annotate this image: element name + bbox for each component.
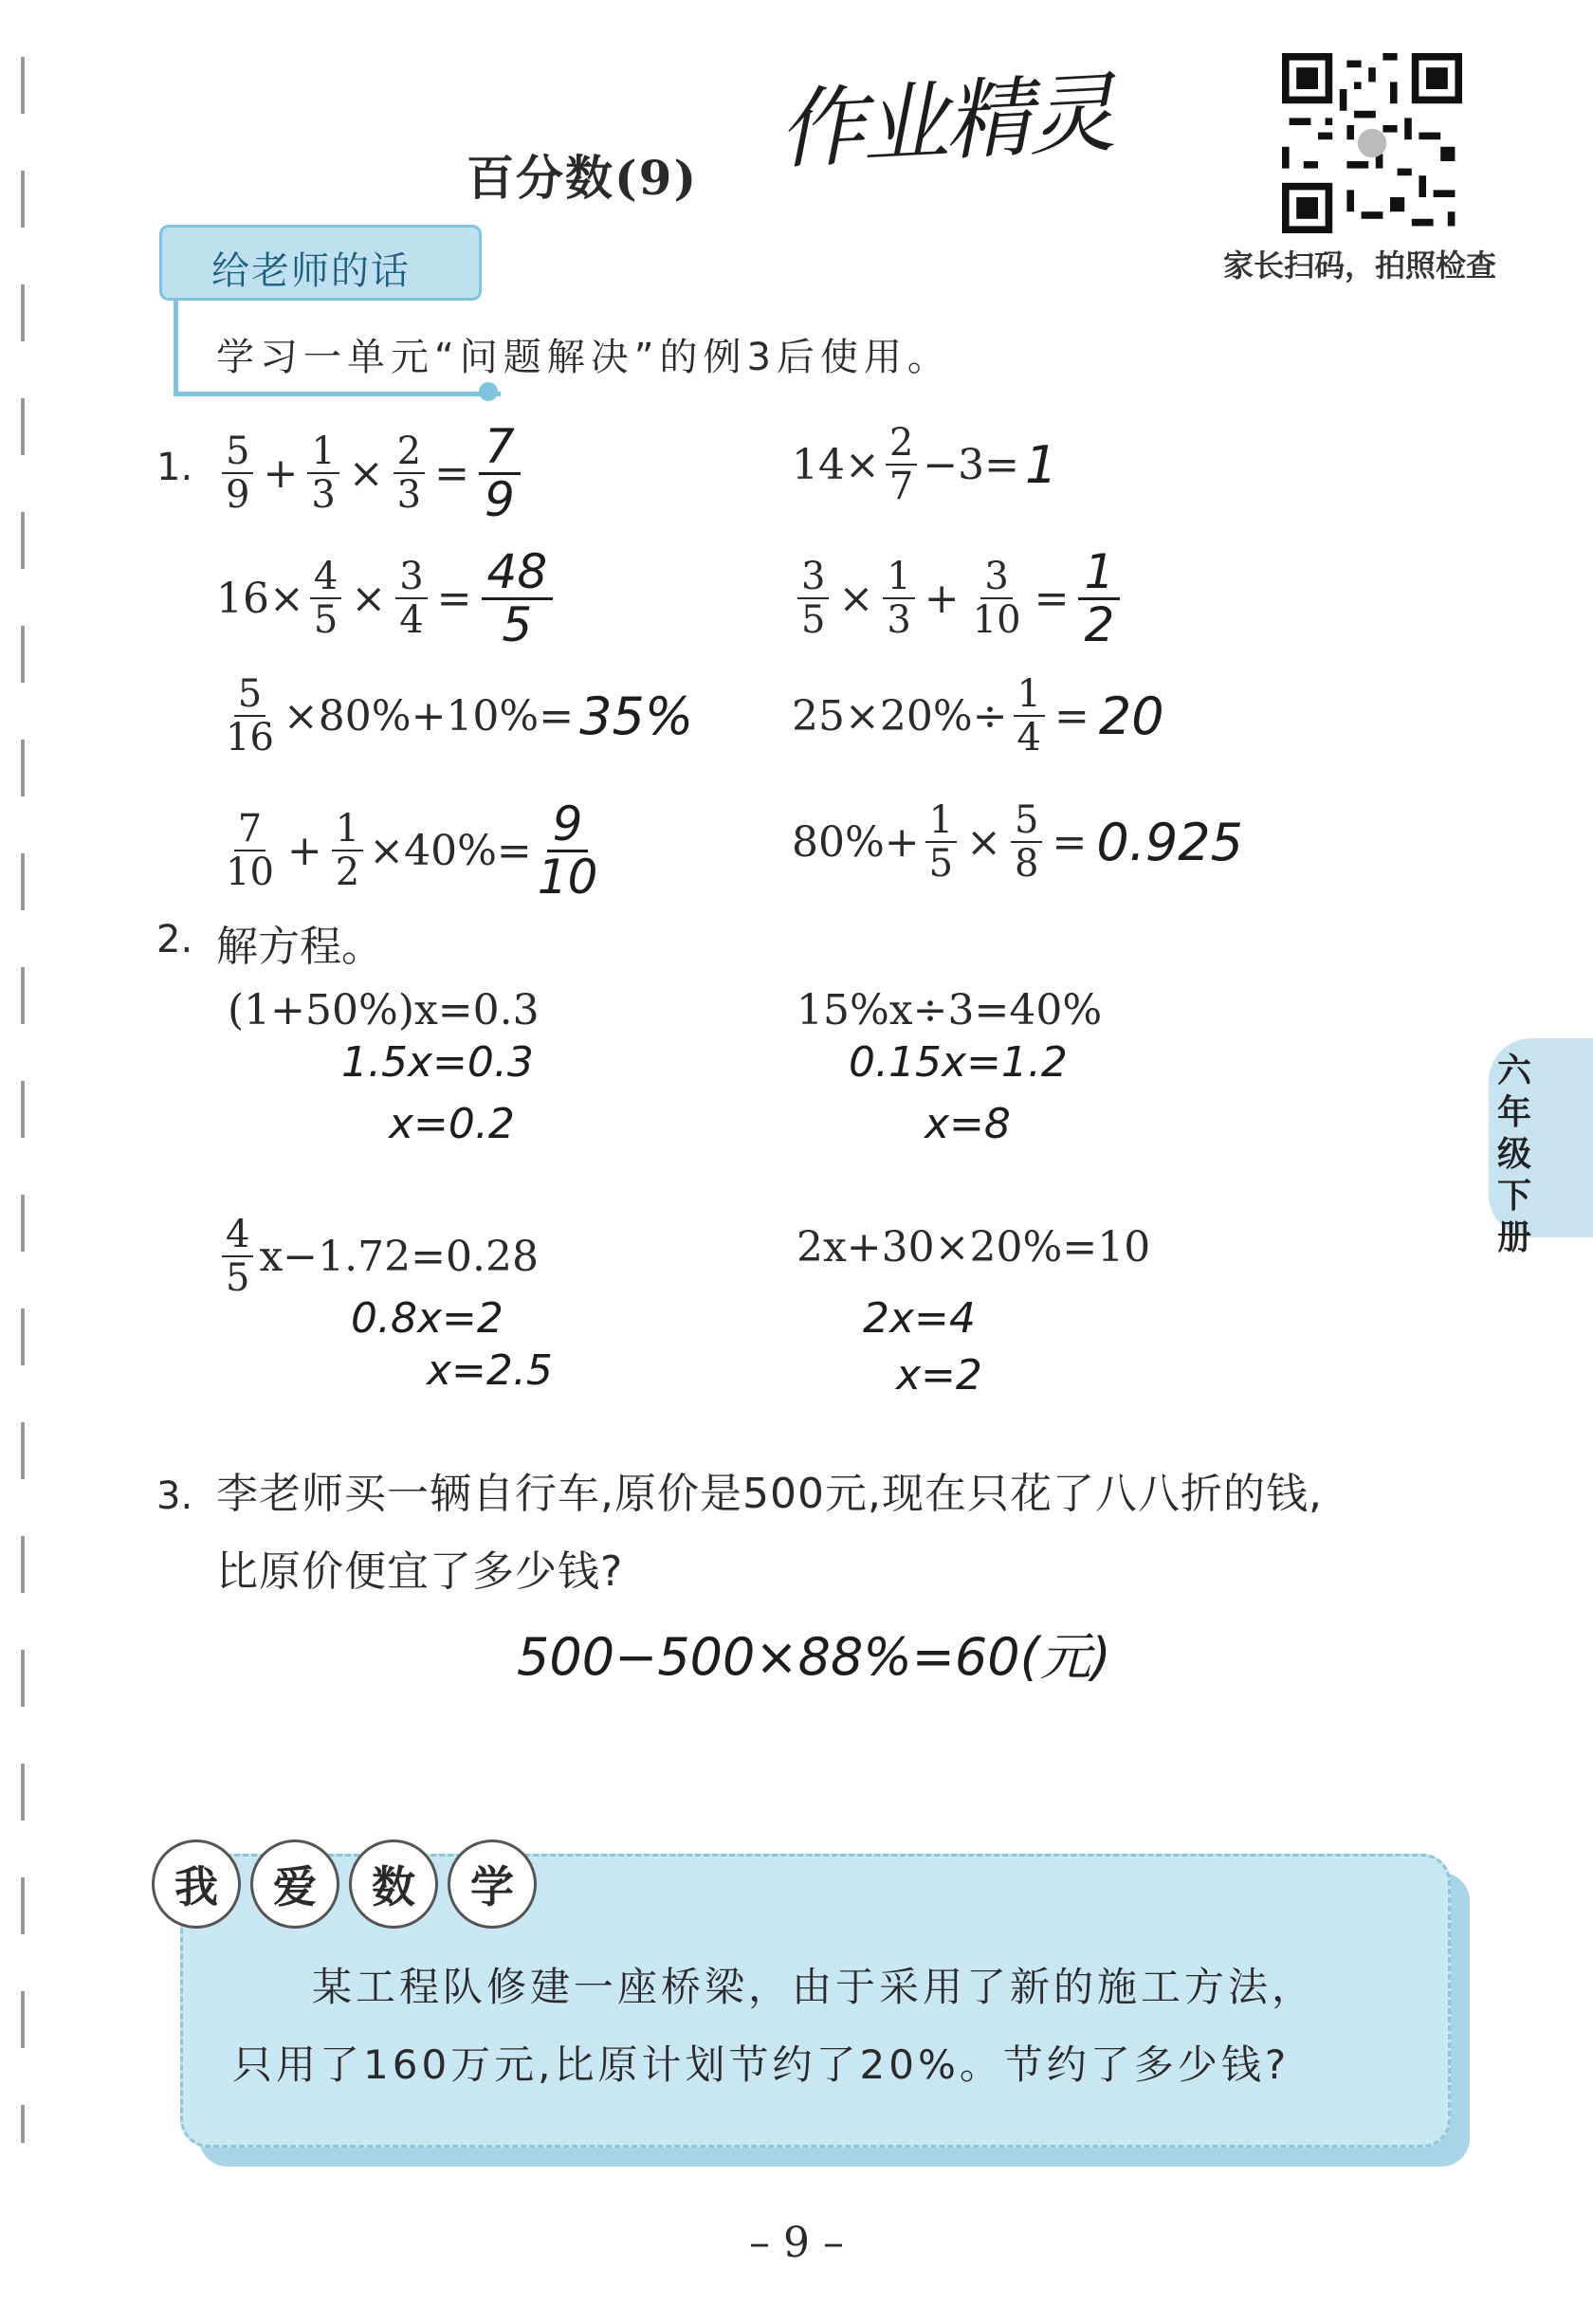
q1-expression-1: $\frac{5}{9}$ + $\frac{1}{3}$ × $\frac{2}{3}$ = $\frac{7}{9}$ (216, 422, 521, 524)
q2-equation-4-step-2: x=2 (896, 1351, 982, 1400)
binding-margin (21, 57, 25, 2143)
question-1-number: 1. (156, 446, 193, 489)
q1-answer-3: $\frac{48}{5}$ (482, 547, 554, 650)
question-2-heading: 解方程。 (216, 923, 383, 971)
q1-expression-6: 25×20%÷ $\frac{1}{4}$ = 20 (792, 672, 1164, 759)
q1-expression-5: $\frac{5}{16}$ ×80%+10%= 35% (226, 672, 694, 759)
question-3-line-1: 李老师买一辆自行车,原价是500元,现在只花了八八折的钱, (216, 1470, 1323, 1518)
q2-equation-4-step-1: 2x=4 (863, 1294, 976, 1343)
page-number: – 9 – (749, 2219, 844, 2267)
q1-answer-2: 1 (1025, 434, 1058, 495)
question-3-number: 3. (156, 1474, 193, 1518)
love-math-badge-2: 爱 (250, 1839, 339, 1929)
q2-equation-3: $\frac{4}{5}$ x−1.72=0.28 (216, 1214, 539, 1299)
page-title: 百分数(9) (467, 150, 699, 206)
love-math-problem (232, 1949, 1427, 2104)
q1-answer-5: 35% (579, 686, 694, 746)
q2-equation-4: 2x+30×20%=10 (796, 1223, 1151, 1272)
q1-answer-4: $\frac{1}{2}$ (1078, 547, 1120, 650)
q1-answer-7: $\frac{9}{10}$ (537, 796, 598, 905)
q1-answer-8: 0.925 (1096, 812, 1243, 872)
love-math-line-1: 某工程队修建一座桥梁，由于采用了新的施工方法， (312, 1964, 1316, 2010)
grade-side-tab-label: 六年级下册 (1496, 1052, 1531, 1257)
qr-code-icon[interactable] (1282, 53, 1462, 233)
love-math-badge-4: 学 (448, 1839, 537, 1929)
teacher-note-tag: 给老师的话 (159, 225, 482, 301)
q2-equation-1-step-2: x=0.2 (389, 1100, 515, 1148)
q2-equation-2-step-1: 0.15x=1.2 (849, 1038, 1068, 1087)
love-math-badges (152, 1839, 537, 1929)
q2-equation-2-step-2: x=8 (925, 1100, 1011, 1148)
q2-equation-1: (1+50%)x=0.3 (228, 986, 540, 1034)
love-math-badge-1: 我 (152, 1839, 241, 1929)
q1-answer-1: $\frac{7}{9}$ (479, 422, 521, 524)
qr-label: 家长扫码，拍照检查 (1223, 247, 1497, 284)
q1-expression-8: 80%+ $\frac{1}{5}$ × $\frac{5}{8}$ = 0.925 (792, 798, 1243, 886)
q1-expression-2: 14× $\frac{2}{7}$ −3= 1 (792, 421, 1058, 508)
q2-equation-3-step-2: x=2.5 (427, 1346, 553, 1395)
q2-equation-3-step-1: 0.8x=2 (351, 1294, 504, 1343)
q1-answer-6: 20 (1098, 686, 1164, 746)
q1-expression-7: $\frac{7}{10}$ + $\frac{1}{2}$ ×40%= $\frac{9}{10}$ (226, 796, 598, 905)
question-3-line-2: 比原价便宜了多少钱? (216, 1547, 624, 1596)
q1-expression-4: $\frac{3}{5}$ × $\frac{1}{3}$ + $\frac{3}{10}$ = $\frac{1}{2}$ (792, 547, 1120, 650)
q1-expression-3: 16× $\frac{4}{5}$ × $\frac{3}{4}$ = $\frac{48}{5}$ (216, 547, 553, 650)
handwritten-title: 作业精灵 (775, 62, 1114, 182)
question-2-number: 2. (156, 918, 193, 961)
teacher-note-dot (479, 382, 498, 401)
love-math-badge-3: 数 (349, 1839, 438, 1929)
teacher-note-text: 学习一单元“问题解决”的例3后使用。 (216, 336, 951, 379)
q2-equation-2: 15%x÷3=40% (796, 986, 1103, 1034)
love-math-line-2: 只用了160万元,比原计划节约了20%。节约了多少钱? (232, 2041, 1291, 2088)
question-3-answer: 500−500×88%=60(元) (517, 1627, 1111, 1687)
q2-equation-1-step-1: 1.5x=0.3 (341, 1038, 534, 1087)
